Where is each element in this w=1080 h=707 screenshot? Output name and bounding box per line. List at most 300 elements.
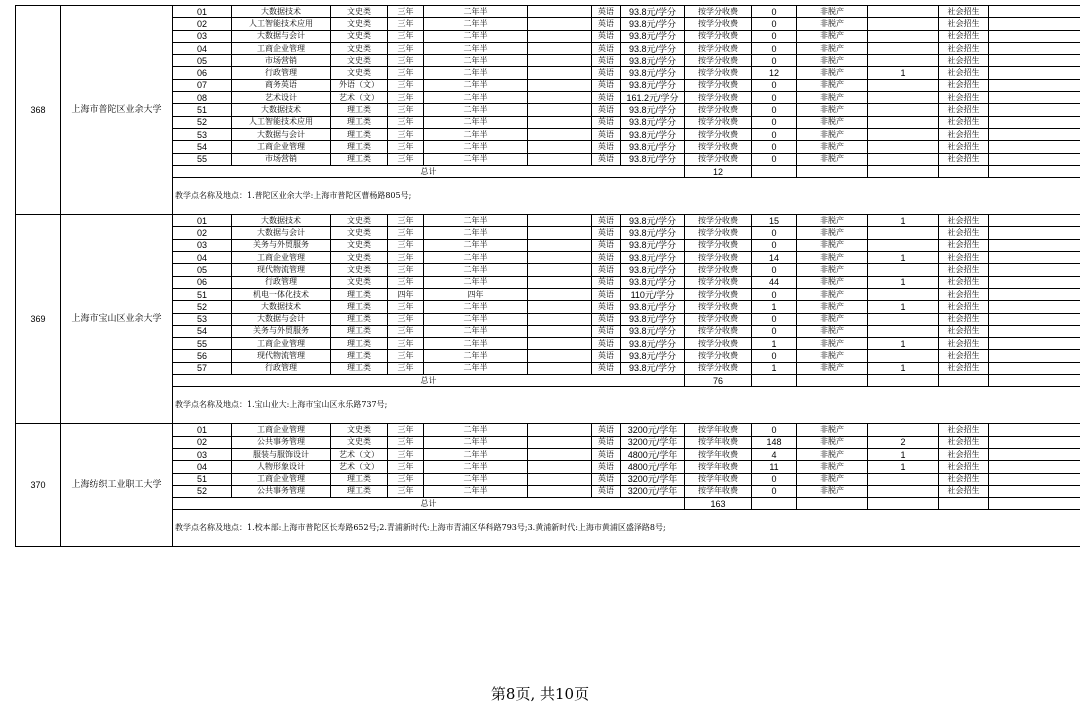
table-cell: 英语 [592, 128, 621, 140]
table-cell: 0 [752, 55, 797, 67]
table-cell [752, 498, 797, 510]
table-cell: 社会招生 [939, 215, 989, 227]
table-cell: 非脱产 [797, 264, 868, 276]
table-cell: 英语 [592, 116, 621, 128]
table-cell: 文史类 [331, 252, 388, 264]
table-cell: 二年半 [424, 55, 528, 67]
teaching-location-note: 教学点名称及地点：1.普陀区业余大学:上海市普陀区曹杨路805号; [173, 178, 1080, 215]
table-cell: 大数据技术 [232, 104, 331, 116]
table-cell: 行政管理 [232, 67, 331, 79]
institution-name: 上海市普陀区业余大学 [61, 6, 173, 215]
page-footer: 第8页, 共10页 [490, 685, 590, 703]
table-cell: 04 [173, 461, 232, 473]
table-cell [989, 362, 1080, 374]
table-cell: 艺术设计 [232, 92, 331, 104]
table-cell: 理工类 [331, 288, 388, 300]
table-cell: 93.8元/学分 [621, 227, 685, 239]
table-cell: 2 [868, 436, 939, 448]
table-cell [989, 67, 1080, 79]
table-cell: 3200元/学年 [621, 485, 685, 497]
table-cell: 93.8元/学分 [621, 128, 685, 140]
table-cell: 非脱产 [797, 6, 868, 18]
table-cell [989, 301, 1080, 313]
table-cell: 大数据与会计 [232, 227, 331, 239]
table-cell: 4800元/学年 [621, 448, 685, 460]
table-cell [868, 424, 939, 436]
table-cell: 二年半 [424, 6, 528, 18]
table-row [16, 362, 1080, 374]
table-cell: 社会招生 [939, 6, 989, 18]
table-row [16, 301, 1080, 313]
table-cell: 社会招生 [939, 313, 989, 325]
table-cell: 英语 [592, 18, 621, 30]
table-cell: 0 [752, 30, 797, 42]
table-cell: 社会招生 [939, 325, 989, 337]
table-cell: 文史类 [331, 67, 388, 79]
table-cell: 02 [173, 227, 232, 239]
table-cell: 三年 [388, 116, 424, 128]
table-cell: 四年 [424, 288, 528, 300]
table-cell: 93.8元/学分 [621, 325, 685, 337]
table-cell [528, 473, 592, 485]
table-row [16, 42, 1080, 54]
table-cell [989, 276, 1080, 288]
table-cell: 二年半 [424, 104, 528, 116]
table-cell [989, 264, 1080, 276]
table-cell: 社会招生 [939, 30, 989, 42]
table-cell: 英语 [592, 485, 621, 497]
table-cell [528, 104, 592, 116]
table-cell: 三年 [388, 153, 424, 165]
table-cell: 理工类 [331, 325, 388, 337]
table-cell: 93.8元/学分 [621, 104, 685, 116]
table-cell [528, 485, 592, 497]
table-cell [528, 92, 592, 104]
table-cell: 社会招生 [939, 264, 989, 276]
table-cell [989, 325, 1080, 337]
table-cell [528, 227, 592, 239]
table-cell: 0 [752, 153, 797, 165]
table-cell [989, 288, 1080, 300]
table-cell [939, 375, 989, 387]
table-cell: 二年半 [424, 264, 528, 276]
table-cell [528, 116, 592, 128]
table-cell: 4800元/学年 [621, 461, 685, 473]
table-cell: 按学分收费 [685, 313, 752, 325]
table-cell: 按学分收费 [685, 116, 752, 128]
table-cell: 55 [173, 338, 232, 350]
table-cell [528, 79, 592, 91]
table-cell: 二年半 [424, 485, 528, 497]
table-cell: 二年半 [424, 215, 528, 227]
table-cell: 93.8元/学分 [621, 116, 685, 128]
table-cell [797, 498, 868, 510]
table-cell [989, 92, 1080, 104]
table-cell [868, 313, 939, 325]
table-cell: 英语 [592, 215, 621, 227]
table-cell: 理工类 [331, 313, 388, 325]
table-cell: 二年半 [424, 252, 528, 264]
table-cell: 工商企业管理 [232, 252, 331, 264]
table-cell: 三年 [388, 325, 424, 337]
total-value: 12 [685, 165, 752, 177]
note-row [16, 510, 1080, 547]
table-cell: 四年 [388, 288, 424, 300]
table-cell [989, 215, 1080, 227]
table-cell: 按学分收费 [685, 6, 752, 18]
table-cell: 社会招生 [939, 252, 989, 264]
table-cell: 非脱产 [797, 141, 868, 153]
table-cell: 1 [752, 362, 797, 374]
table-cell: 1 [752, 338, 797, 350]
table-cell: 非脱产 [797, 104, 868, 116]
table-cell: 非脱产 [797, 42, 868, 54]
table-cell [528, 252, 592, 264]
table-cell: 0 [752, 92, 797, 104]
total-value: 163 [685, 498, 752, 510]
table-cell [868, 350, 939, 362]
table-cell: 按学分收费 [685, 128, 752, 140]
table-cell: 02 [173, 18, 232, 30]
table-cell: 英语 [592, 288, 621, 300]
table-cell: 非脱产 [797, 18, 868, 30]
table-cell: 理工类 [331, 473, 388, 485]
table-cell: 非脱产 [797, 436, 868, 448]
table-cell [528, 288, 592, 300]
table-cell: 三年 [388, 92, 424, 104]
table-cell: 三年 [388, 448, 424, 460]
table-cell: 社会招生 [939, 436, 989, 448]
table-cell: 二年半 [424, 30, 528, 42]
table-cell [528, 128, 592, 140]
table-cell [797, 165, 868, 177]
table-cell: 二年半 [424, 141, 528, 153]
table-cell: 4 [752, 448, 797, 460]
table-cell: 按学分收费 [685, 215, 752, 227]
table-cell: 按学分收费 [685, 141, 752, 153]
table-row [16, 116, 1080, 128]
table-cell: 93.8元/学分 [621, 276, 685, 288]
table-cell: 社会招生 [939, 338, 989, 350]
table-cell: 社会招生 [939, 485, 989, 497]
table-cell: 57 [173, 362, 232, 374]
table-cell [528, 350, 592, 362]
table-cell: 社会招生 [939, 301, 989, 313]
table-cell: 1 [752, 301, 797, 313]
table-cell: 按学分收费 [685, 264, 752, 276]
table-cell: 艺术（文） [331, 92, 388, 104]
table-cell: 英语 [592, 79, 621, 91]
table-cell: 按学年收费 [685, 485, 752, 497]
table-cell: 44 [752, 276, 797, 288]
table-cell [989, 30, 1080, 42]
table-cell: 文史类 [331, 6, 388, 18]
table-cell: 英语 [592, 301, 621, 313]
table-cell: 三年 [388, 239, 424, 251]
table-cell: 0 [752, 227, 797, 239]
table-cell: 51 [173, 104, 232, 116]
table-cell: 非脱产 [797, 116, 868, 128]
table-cell [989, 313, 1080, 325]
table-cell: 0 [752, 116, 797, 128]
table-row [16, 264, 1080, 276]
table-cell: 非脱产 [797, 362, 868, 374]
teaching-location-note: 教学点名称及地点：1.宝山业大:上海市宝山区永乐路737号; [173, 387, 1080, 424]
table-cell [528, 301, 592, 313]
table-cell: 1 [868, 362, 939, 374]
note-row [16, 178, 1080, 215]
table-cell: 52 [173, 301, 232, 313]
table-cell [989, 153, 1080, 165]
table-cell: 93.8元/学分 [621, 55, 685, 67]
table-cell: 英语 [592, 104, 621, 116]
table-cell: 按学分收费 [685, 42, 752, 54]
table-cell: 01 [173, 6, 232, 18]
table-cell: 三年 [388, 6, 424, 18]
table-cell [528, 239, 592, 251]
table-cell [528, 436, 592, 448]
total-row [16, 375, 1080, 387]
table-cell: 54 [173, 325, 232, 337]
table-cell: 社会招生 [939, 79, 989, 91]
table-cell: 93.8元/学分 [621, 153, 685, 165]
table-cell: 关务与外贸服务 [232, 239, 331, 251]
table-cell: 按学年收费 [685, 436, 752, 448]
table-cell: 01 [173, 424, 232, 436]
table-cell: 按学分收费 [685, 30, 752, 42]
table-cell: 二年半 [424, 276, 528, 288]
table-cell: 文史类 [331, 30, 388, 42]
table-cell: 55 [173, 153, 232, 165]
table-cell [989, 424, 1080, 436]
table-cell [528, 215, 592, 227]
table-cell: 1 [868, 448, 939, 460]
table-cell: 英语 [592, 461, 621, 473]
table-cell: 三年 [388, 276, 424, 288]
table-cell: 非脱产 [797, 448, 868, 460]
table-cell [989, 6, 1080, 18]
table-cell: 二年半 [424, 116, 528, 128]
table-cell: 社会招生 [939, 42, 989, 54]
total-label: 总计 [173, 375, 685, 387]
table-cell: 1 [868, 461, 939, 473]
table-cell [868, 30, 939, 42]
table-cell: 英语 [592, 350, 621, 362]
table-row [16, 153, 1080, 165]
table-cell: 社会招生 [939, 362, 989, 374]
table-cell: 三年 [388, 350, 424, 362]
table-cell: 三年 [388, 436, 424, 448]
table-cell: 0 [752, 473, 797, 485]
table-cell: 按学分收费 [685, 55, 752, 67]
table-cell: 英语 [592, 436, 621, 448]
table-cell: 05 [173, 55, 232, 67]
table-row [16, 288, 1080, 300]
table-cell: 英语 [592, 276, 621, 288]
table-cell: 二年半 [424, 239, 528, 251]
table-cell: 非脱产 [797, 325, 868, 337]
table-cell: 三年 [388, 473, 424, 485]
table-cell: 英语 [592, 252, 621, 264]
table-cell: 08 [173, 92, 232, 104]
table-cell [528, 338, 592, 350]
table-cell: 非脱产 [797, 67, 868, 79]
table-cell: 社会招生 [939, 92, 989, 104]
table-cell: 理工类 [331, 350, 388, 362]
table-cell: 0 [752, 141, 797, 153]
table-cell [868, 116, 939, 128]
table-cell [797, 375, 868, 387]
table-cell: 公共事务管理 [232, 436, 331, 448]
table-cell: 三年 [388, 18, 424, 30]
table-cell [868, 375, 939, 387]
table-cell: 按学年收费 [685, 461, 752, 473]
table-cell: 3200元/学年 [621, 436, 685, 448]
table-cell: 三年 [388, 362, 424, 374]
table-cell [868, 104, 939, 116]
table-cell: 理工类 [331, 485, 388, 497]
table-cell: 人物形象设计 [232, 461, 331, 473]
table-cell [989, 338, 1080, 350]
table-cell [989, 350, 1080, 362]
table-cell: 英语 [592, 227, 621, 239]
table-cell: 93.8元/学分 [621, 350, 685, 362]
table-cell [868, 473, 939, 485]
table-cell: 英语 [592, 325, 621, 337]
table-cell [989, 141, 1080, 153]
table-cell: 英语 [592, 141, 621, 153]
table-cell: 大数据与会计 [232, 313, 331, 325]
table-row [16, 141, 1080, 153]
table-cell [868, 92, 939, 104]
table-cell: 93.8元/学分 [621, 141, 685, 153]
table-cell: 0 [752, 288, 797, 300]
table-cell: 现代物流管理 [232, 264, 331, 276]
table-cell: 54 [173, 141, 232, 153]
table-cell: 三年 [388, 67, 424, 79]
table-cell: 三年 [388, 215, 424, 227]
table-cell: 二年半 [424, 42, 528, 54]
table-cell: 93.8元/学分 [621, 252, 685, 264]
table-cell: 工商企业管理 [232, 338, 331, 350]
table-cell: 工商企业管理 [232, 473, 331, 485]
table-cell: 0 [752, 325, 797, 337]
table-cell [528, 461, 592, 473]
table-row [16, 473, 1080, 485]
table-cell [989, 498, 1080, 510]
table-cell [989, 375, 1080, 387]
table-cell: 按学年收费 [685, 448, 752, 460]
table-cell: 商务英语 [232, 79, 331, 91]
table-cell [989, 252, 1080, 264]
table-cell: 按学年收费 [685, 424, 752, 436]
table-cell: 02 [173, 436, 232, 448]
table-body [16, 6, 1080, 547]
table-cell: 三年 [388, 461, 424, 473]
table-cell: 社会招生 [939, 448, 989, 460]
table-row [16, 436, 1080, 448]
table-cell: 社会招生 [939, 424, 989, 436]
table-cell: 1 [868, 276, 939, 288]
table-cell [528, 153, 592, 165]
table-cell: 非脱产 [797, 128, 868, 140]
table-cell: 按学分收费 [685, 252, 752, 264]
table-cell: 社会招生 [939, 116, 989, 128]
table-cell: 二年半 [424, 128, 528, 140]
table-row [16, 338, 1080, 350]
table-cell: 非脱产 [797, 276, 868, 288]
table-cell: 非脱产 [797, 55, 868, 67]
table-cell: 公共事务管理 [232, 485, 331, 497]
note-row [16, 387, 1080, 424]
table-cell: 51 [173, 473, 232, 485]
table-cell: 0 [752, 239, 797, 251]
table-cell: 三年 [388, 485, 424, 497]
table-cell [528, 55, 592, 67]
table-cell: 1 [868, 67, 939, 79]
table-cell [989, 473, 1080, 485]
table-cell: 市场营销 [232, 153, 331, 165]
table-cell: 英语 [592, 239, 621, 251]
teaching-location-note: 教学点名称及地点：1.校本部:上海市普陀区长寿路652号;2.青浦新时代:上海市青浦区华科路793号;3.黄浦新时代:上海市黄浦区盛泽路8号; [173, 510, 1080, 547]
table-cell: 93.8元/学分 [621, 18, 685, 30]
enrollment-table [15, 5, 1080, 547]
table-cell: 文史类 [331, 424, 388, 436]
table-cell: 51 [173, 288, 232, 300]
table-cell [868, 42, 939, 54]
table-cell: 人工智能技术应用 [232, 116, 331, 128]
table-cell [868, 18, 939, 30]
table-cell: 0 [752, 79, 797, 91]
table-cell [989, 79, 1080, 91]
table-cell: 非脱产 [797, 301, 868, 313]
institution-code: 368 [16, 6, 61, 215]
table-cell: 大数据技术 [232, 6, 331, 18]
table-cell: 按学分收费 [685, 301, 752, 313]
table-cell: 53 [173, 128, 232, 140]
table-cell: 按学分收费 [685, 92, 752, 104]
table-cell: 理工类 [331, 338, 388, 350]
table-cell [989, 239, 1080, 251]
table-cell: 社会招生 [939, 55, 989, 67]
table-cell: 按学分收费 [685, 104, 752, 116]
table-cell: 按学年收费 [685, 473, 752, 485]
table-cell [528, 313, 592, 325]
table-cell: 04 [173, 252, 232, 264]
table-cell: 03 [173, 239, 232, 251]
table-row [16, 79, 1080, 91]
table-cell: 93.8元/学分 [621, 313, 685, 325]
table-cell: 三年 [388, 141, 424, 153]
table-row [16, 6, 1080, 18]
table-cell: 三年 [388, 338, 424, 350]
table-cell: 0 [752, 18, 797, 30]
table-cell: 二年半 [424, 92, 528, 104]
table-cell: 英语 [592, 30, 621, 42]
table-cell: 文史类 [331, 239, 388, 251]
table-cell: 文史类 [331, 276, 388, 288]
table-cell: 三年 [388, 104, 424, 116]
table-cell: 按学分收费 [685, 79, 752, 91]
table-cell: 二年半 [424, 325, 528, 337]
table-cell: 04 [173, 42, 232, 54]
table-cell: 93.8元/学分 [621, 215, 685, 227]
table-cell: 11 [752, 461, 797, 473]
table-cell: 1 [868, 301, 939, 313]
table-cell [752, 375, 797, 387]
table-cell: 非脱产 [797, 485, 868, 497]
table-cell [868, 165, 939, 177]
